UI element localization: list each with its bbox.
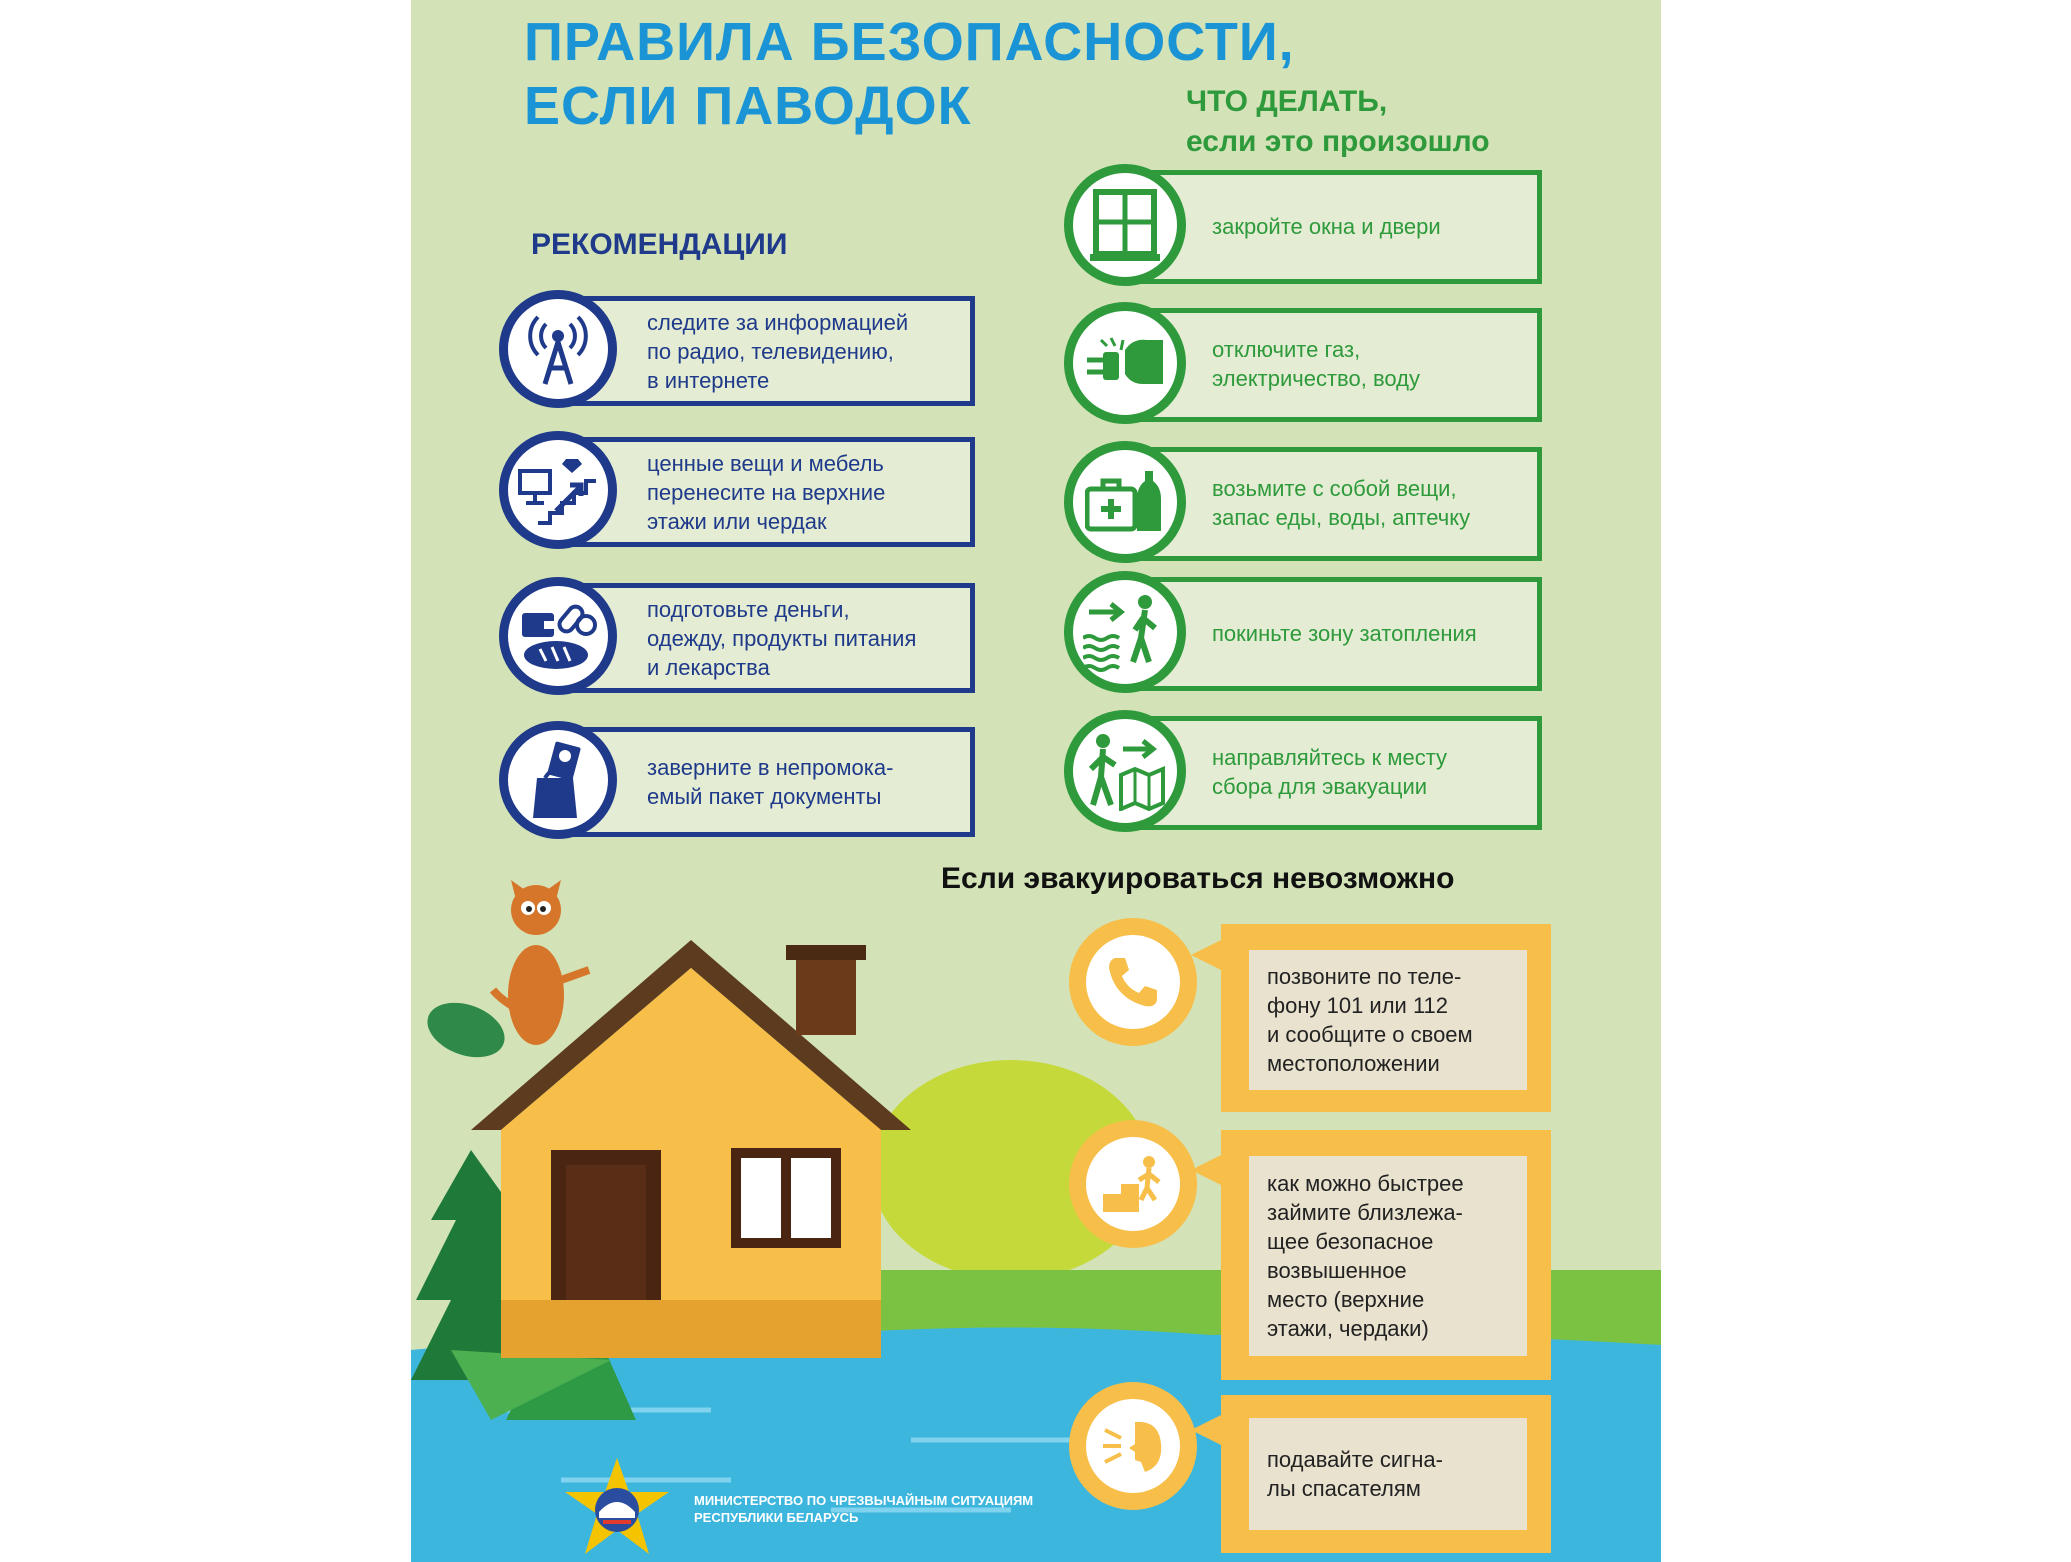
impossible-text: позвоните по теле- фону 101 или 112 и сообщите о своем местоположении: [1249, 950, 1527, 1090]
impossible-text: как можно быстрее займите близлежа- щее безопасное возвышенное место (верхние этажи, чердаки): [1249, 1156, 1527, 1356]
action-item: [1064, 710, 1542, 832]
radio-tower-icon: [499, 290, 617, 408]
ministry-name: МИНИСТЕРСТВО ПО ЧРЕЗВЫЧАЙНЫМ СИТУАЦИЯМ РЕСПУБЛИКИ БЕЛАРУСЬ: [694, 1493, 1034, 1525]
action-item: [1064, 164, 1542, 286]
documents-bag-icon: [499, 721, 617, 839]
evacuation-map-icon: [1064, 710, 1186, 832]
flood-safety-poster: [411, 0, 1661, 1562]
recommendation-text: ценные вещи и мебель перенесите на верхние этажи или чердак: [647, 450, 886, 534]
callout-pointer: [1191, 1410, 1231, 1450]
action-text: покиньте зону затопления: [1212, 620, 1477, 646]
recommendation-item: [499, 577, 975, 695]
callout-pointer: [1191, 1150, 1231, 1190]
action-item: [1064, 441, 1542, 563]
poster-title: ПРАВИЛА БЕЗОПАСНОСТИ, ЕСЛИ ПАВОДОК: [524, 12, 1295, 136]
phone-icon: [1069, 918, 1197, 1046]
recommendations-heading: РЕКОМЕНДАЦИИ: [531, 228, 788, 261]
wallet-pills-bread-icon: [499, 577, 617, 695]
action-text: направляйтесь к месту сбора для эвакуации: [1212, 745, 1448, 799]
recommendation-item: [499, 721, 975, 839]
walk-away-water-icon: [1064, 571, 1186, 693]
action-item: [1064, 571, 1542, 693]
ministry-emblem-icon: [563, 1458, 671, 1558]
action-item: [1064, 302, 1542, 424]
stairs-valuables-icon: [499, 431, 617, 549]
evacuation-impossible-heading: Если эвакуироваться невозможно: [941, 862, 1455, 895]
recommendation-text: заверните в непромока- емый пакет документы: [647, 755, 894, 809]
callout-pointer: [1191, 935, 1231, 975]
first-aid-kit-icon: [1064, 441, 1186, 563]
recommendation-text: следите за информацией по радио, телевидению, в интернете: [647, 309, 909, 393]
window-icon: [1064, 164, 1186, 286]
shouting-person-icon: [1069, 1382, 1197, 1510]
action-text: возьмите с собой вещи, запас еды, воды, аптечку: [1212, 476, 1471, 530]
action-text: отключите газ, электричество, воду: [1212, 337, 1420, 391]
recommendation-item: [499, 290, 975, 408]
plug-hand-icon: [1064, 302, 1186, 424]
action-text: закройте окна и двери: [1212, 213, 1441, 239]
climb-stairs-icon: [1069, 1120, 1197, 1248]
impossible-text: подавайте сигна- лы спасателям: [1249, 1418, 1527, 1530]
what-to-do-heading: ЧТО ДЕЛАТЬ, если это произошло: [1186, 85, 1490, 158]
recommendation-text: подготовьте деньги, одежду, продукты питания и лекарства: [647, 596, 917, 680]
recommendation-item: [499, 431, 975, 549]
